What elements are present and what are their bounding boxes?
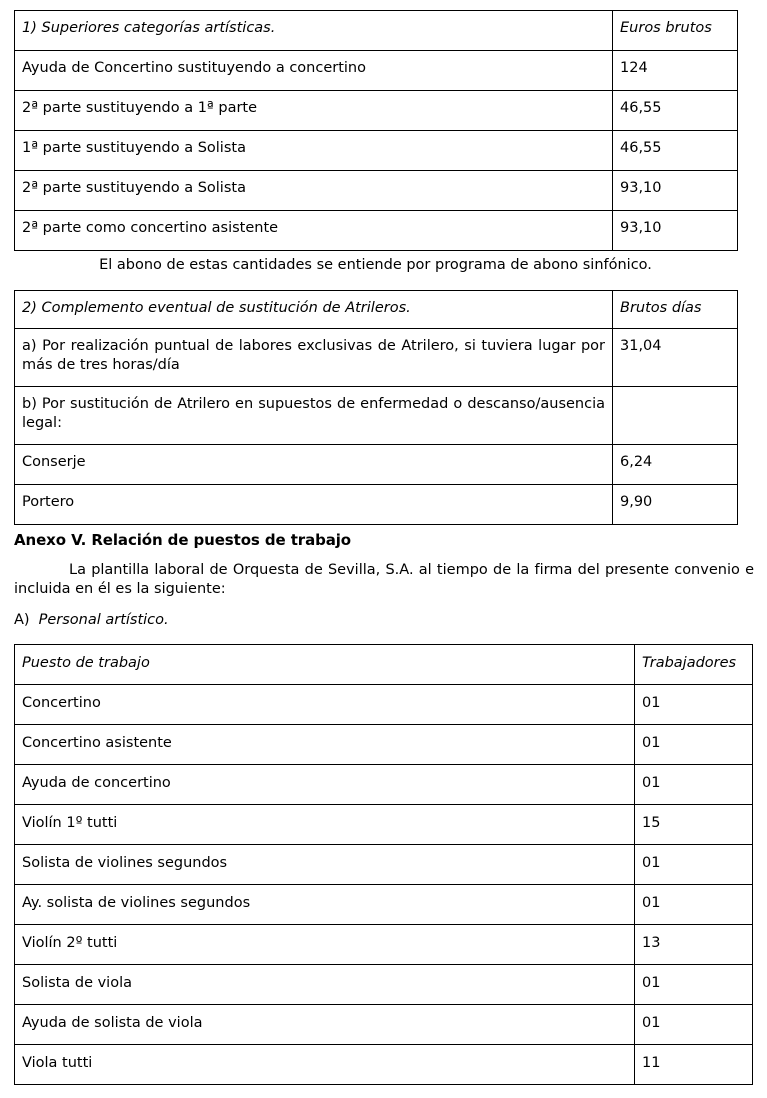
- cell-position: Concertino: [15, 685, 635, 725]
- cell-position: Concertino asistente: [15, 725, 635, 765]
- header-cell-concept: 1) Superiores categorías artísticas.: [15, 11, 613, 51]
- paragraph-plantilla-laboral: La plantilla laboral de Orquesta de Sevilla, S.A. al tiempo de la firma del presente convenio e incluida en él es la siguiente:: [14, 562, 754, 598]
- table-row: [15, 1005, 753, 1045]
- table-row: [15, 725, 753, 765]
- cell-concept: Ayuda de Concertino sustituyendo a concertino: [15, 51, 613, 91]
- header-cell-concept: 2) Complemento eventual de sustitución de Atrileros.: [15, 291, 613, 329]
- table-row: [15, 1045, 753, 1085]
- cell-concept: 1ª parte sustituyendo a Solista: [15, 131, 613, 171]
- table-personal-artistico: [14, 644, 753, 1085]
- cell-concept: Portero: [15, 485, 613, 525]
- cell-position: Solista de viola: [15, 965, 635, 1005]
- table-row: [15, 965, 753, 1005]
- table-row: [15, 845, 753, 885]
- header-cell-amount: Euros brutos: [613, 11, 738, 51]
- cell-workers: 01: [635, 685, 753, 725]
- table-row: [15, 131, 738, 171]
- section-heading-anexo-v: Anexo V. Relación de puestos de trabajo: [14, 531, 351, 549]
- cell-workers: 01: [635, 885, 753, 925]
- table-row: [15, 91, 738, 131]
- cell-workers: 01: [635, 1005, 753, 1045]
- cell-position: Violín 1º tutti: [15, 805, 635, 845]
- cell-position: Ay. solista de violines segundos: [15, 885, 635, 925]
- cell-amount: 46,55: [613, 91, 738, 131]
- table-header-row: [15, 645, 753, 685]
- table-row: [15, 51, 738, 91]
- table-row: [15, 329, 738, 387]
- header-cell-amount: Brutos días: [613, 291, 738, 329]
- cell-amount: 93,10: [613, 211, 738, 251]
- table-row: [15, 171, 738, 211]
- subsection-label: A): [14, 612, 30, 628]
- table-superiores-categorias-artisticas: [14, 10, 738, 251]
- table-row: [15, 485, 738, 525]
- cell-position: Ayuda de concertino: [15, 765, 635, 805]
- cell-concept: 2ª parte como concertino asistente: [15, 211, 613, 251]
- cell-workers: 01: [635, 845, 753, 885]
- table-header-row: [15, 291, 738, 329]
- cell-position: Violín 2º tutti: [15, 925, 635, 965]
- subsection-personal-artistico: [14, 611, 754, 630]
- cell-amount: [613, 387, 738, 445]
- cell-amount: 93,10: [613, 171, 738, 211]
- cell-amount: 9,90: [613, 485, 738, 525]
- table-complemento-atrileros: [14, 290, 738, 525]
- table-row: [15, 387, 738, 445]
- cell-workers: 13: [635, 925, 753, 965]
- cell-workers: 01: [635, 765, 753, 805]
- table-row: [15, 925, 753, 965]
- cell-amount: 6,24: [613, 445, 738, 485]
- cell-position: Solista de violines segundos: [15, 845, 635, 885]
- table-row: [15, 445, 738, 485]
- table-row: [15, 805, 753, 845]
- cell-concept: a) Por realización puntual de labores exclusivas de Atrilero, si tuviera lugar por más de tres horas/día: [15, 329, 613, 387]
- cell-workers: 01: [635, 965, 753, 1005]
- cell-position: Ayuda de solista de viola: [15, 1005, 635, 1045]
- table-row: [15, 685, 753, 725]
- cell-concept: 2ª parte sustituyendo a Solista: [15, 171, 613, 211]
- table-row: [15, 885, 753, 925]
- cell-position: Viola tutti: [15, 1045, 635, 1085]
- cell-workers: 11: [635, 1045, 753, 1085]
- cell-concept: b) Por sustitución de Atrilero en supuestos de enfermedad o descanso/ausencia legal:: [15, 387, 613, 445]
- cell-workers: 01: [635, 725, 753, 765]
- cell-concept: Conserje: [15, 445, 613, 485]
- table-row: [15, 211, 738, 251]
- cell-amount: 46,55: [613, 131, 738, 171]
- cell-workers: 15: [635, 805, 753, 845]
- cell-amount: 124: [613, 51, 738, 91]
- subsection-title: Personal artístico.: [38, 612, 169, 628]
- table-header-row: [15, 11, 738, 51]
- note-abono-sinfonico: El abono de estas cantidades se entiende por programa de abono sinfónico.: [99, 257, 652, 273]
- cell-amount: 31,04: [613, 329, 738, 387]
- header-cell-position: Puesto de trabajo: [15, 645, 635, 685]
- table-row: [15, 765, 753, 805]
- cell-concept: 2ª parte sustituyendo a 1ª parte: [15, 91, 613, 131]
- header-cell-workers: Trabajadores: [635, 645, 753, 685]
